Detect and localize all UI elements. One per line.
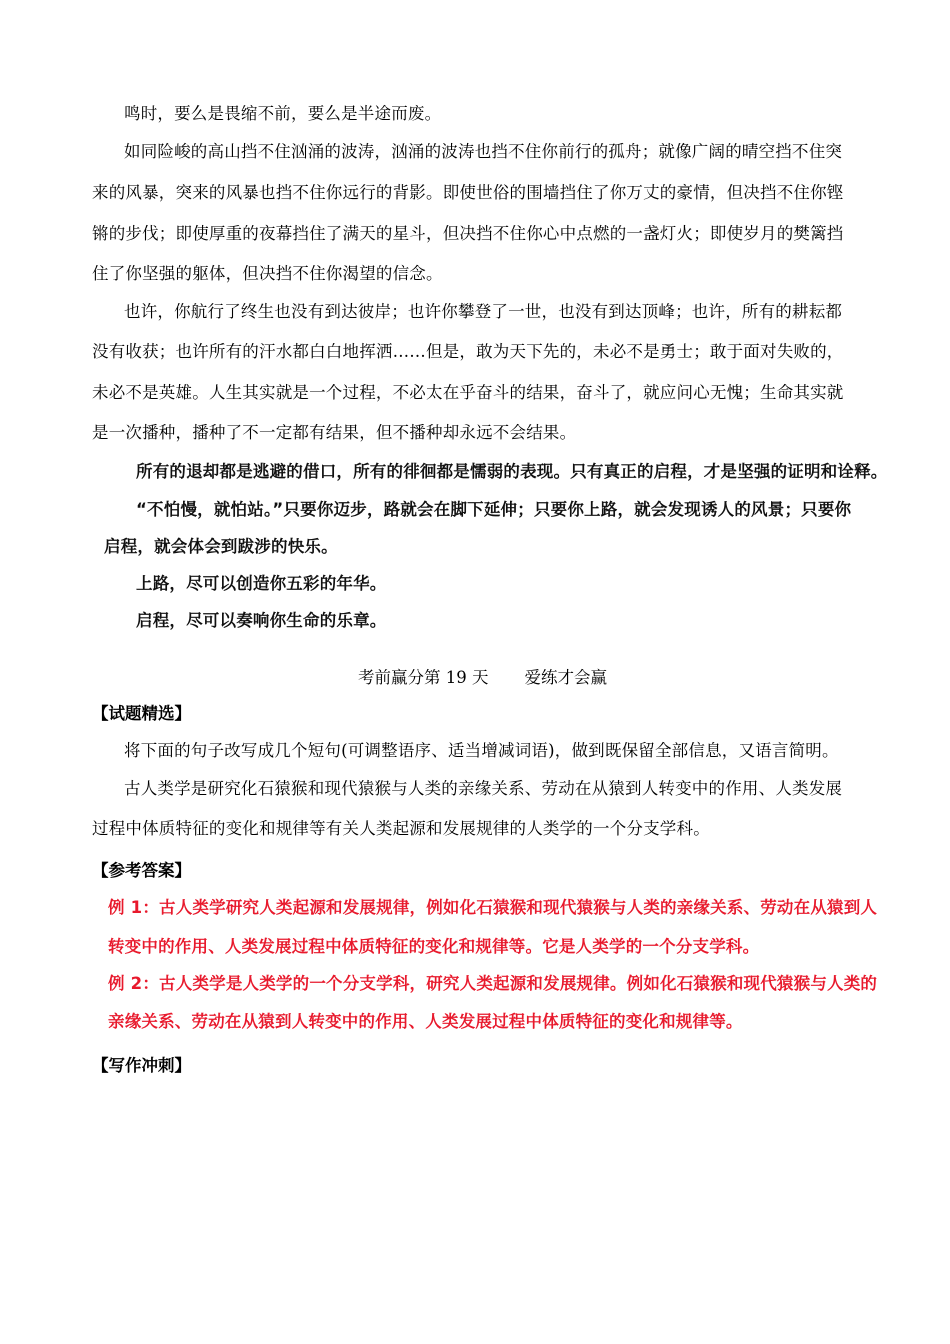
- essay-bold-line: “不怕慢，就怕站。”只要你迈步，路就会在脚下延伸；只要你上路，就会发现诱人的风景；只要你: [136, 500, 852, 519]
- essay-line: 是一次播种，播种了不一定都有结果，但不播种却永远不会结果。: [92, 423, 577, 442]
- essay-line: 如同险峻的高山挡不住汹涌的波涛，汹涌的波涛也挡不住你前行的孤舟；就像广阔的晴空挡不住突: [124, 142, 843, 161]
- question-line: 过程中体质特征的变化和规律等有关人类起源和发展规律的人类学的一个分支学科。: [92, 819, 710, 838]
- answer-line: 例 2：古人类学是人类学的一个分支学科，研究人类起源和发展规律。例如化石猿猴和现代猿猴与人类的: [108, 974, 878, 993]
- essay-bold-line: 上路，尽可以创造你五彩的年华。: [136, 574, 387, 593]
- essay-bold-line: 启程，就会体会到跋涉的快乐。: [104, 537, 338, 556]
- question-line: 古人类学是研究化石猿猴和现代猿猴与人类的亲缘关系、劳动在从猿到人转变中的作用、人类发展: [124, 779, 843, 798]
- essay-line: 也许，你航行了终生也没有到达彼岸；也许你攀登了一世，也没有到达顶峰；也许，所有的耕耘都: [124, 302, 843, 321]
- essay-bold-line: 所有的退却都是逃避的借口，所有的徘徊都是懦弱的表现。只有真正的启程，才是坚强的证明和诠释。: [136, 462, 888, 481]
- section-title: [358, 664, 607, 688]
- essay-line: 来的风暴，突来的风暴也挡不住你远行的背影。即使世俗的围墙挡住了你万丈的豪情，但决挡不住你铿: [92, 183, 844, 202]
- essay-line: 未必不是英雄。人生其实就是一个过程，不必太在乎奋斗的结果，奋斗了，就应问心无愧；生命其实就: [92, 383, 844, 402]
- essay-line: 锵的步伐；即使厚重的夜幕挡住了满天的星斗，但决挡不住你心中点燃的一盏灯火；即使岁月的樊篱挡: [92, 224, 844, 243]
- answer-line: 例 1：古人类学研究人类起源和发展规律，例如化石猿猴和现代猿猴与人类的亲缘关系、劳动在从猿到人: [108, 898, 878, 917]
- essay-line: 没有收获；也许所有的汗水都白白地挥洒……但是，敢为天下先的，未必不是勇士；敢于面对失败的，: [92, 342, 844, 361]
- heading-answer: 【参考答案】: [92, 861, 191, 880]
- heading-writing: 【写作冲刺】: [92, 1056, 191, 1075]
- section-title-slogan: 爱练才会赢: [524, 668, 607, 687]
- essay-line: 鸣时，要么是畏缩不前，要么是半途而废。: [124, 104, 442, 123]
- answer-line: 亲缘关系、劳动在从猿到人转变中的作用、人类发展过程中体质特征的变化和规律等。: [108, 1012, 743, 1031]
- heading-practice: 【试题精选】: [92, 704, 191, 723]
- essay-bold-line: 启程，尽可以奏响你生命的乐章。: [136, 611, 387, 630]
- essay-line: 住了你坚强的躯体，但决挡不住你渴望的信念。: [92, 264, 443, 283]
- section-title-day: 考前赢分第 19 天: [358, 668, 489, 687]
- answer-line: 转变中的作用、人类发展过程中体质特征的变化和规律等。它是人类学的一个分支学科。: [108, 937, 760, 956]
- question-line: 将下面的句子改写成几个短句(可调整语序、适当增减词语)，做到既保留全部信息，又语言简明。: [124, 741, 839, 760]
